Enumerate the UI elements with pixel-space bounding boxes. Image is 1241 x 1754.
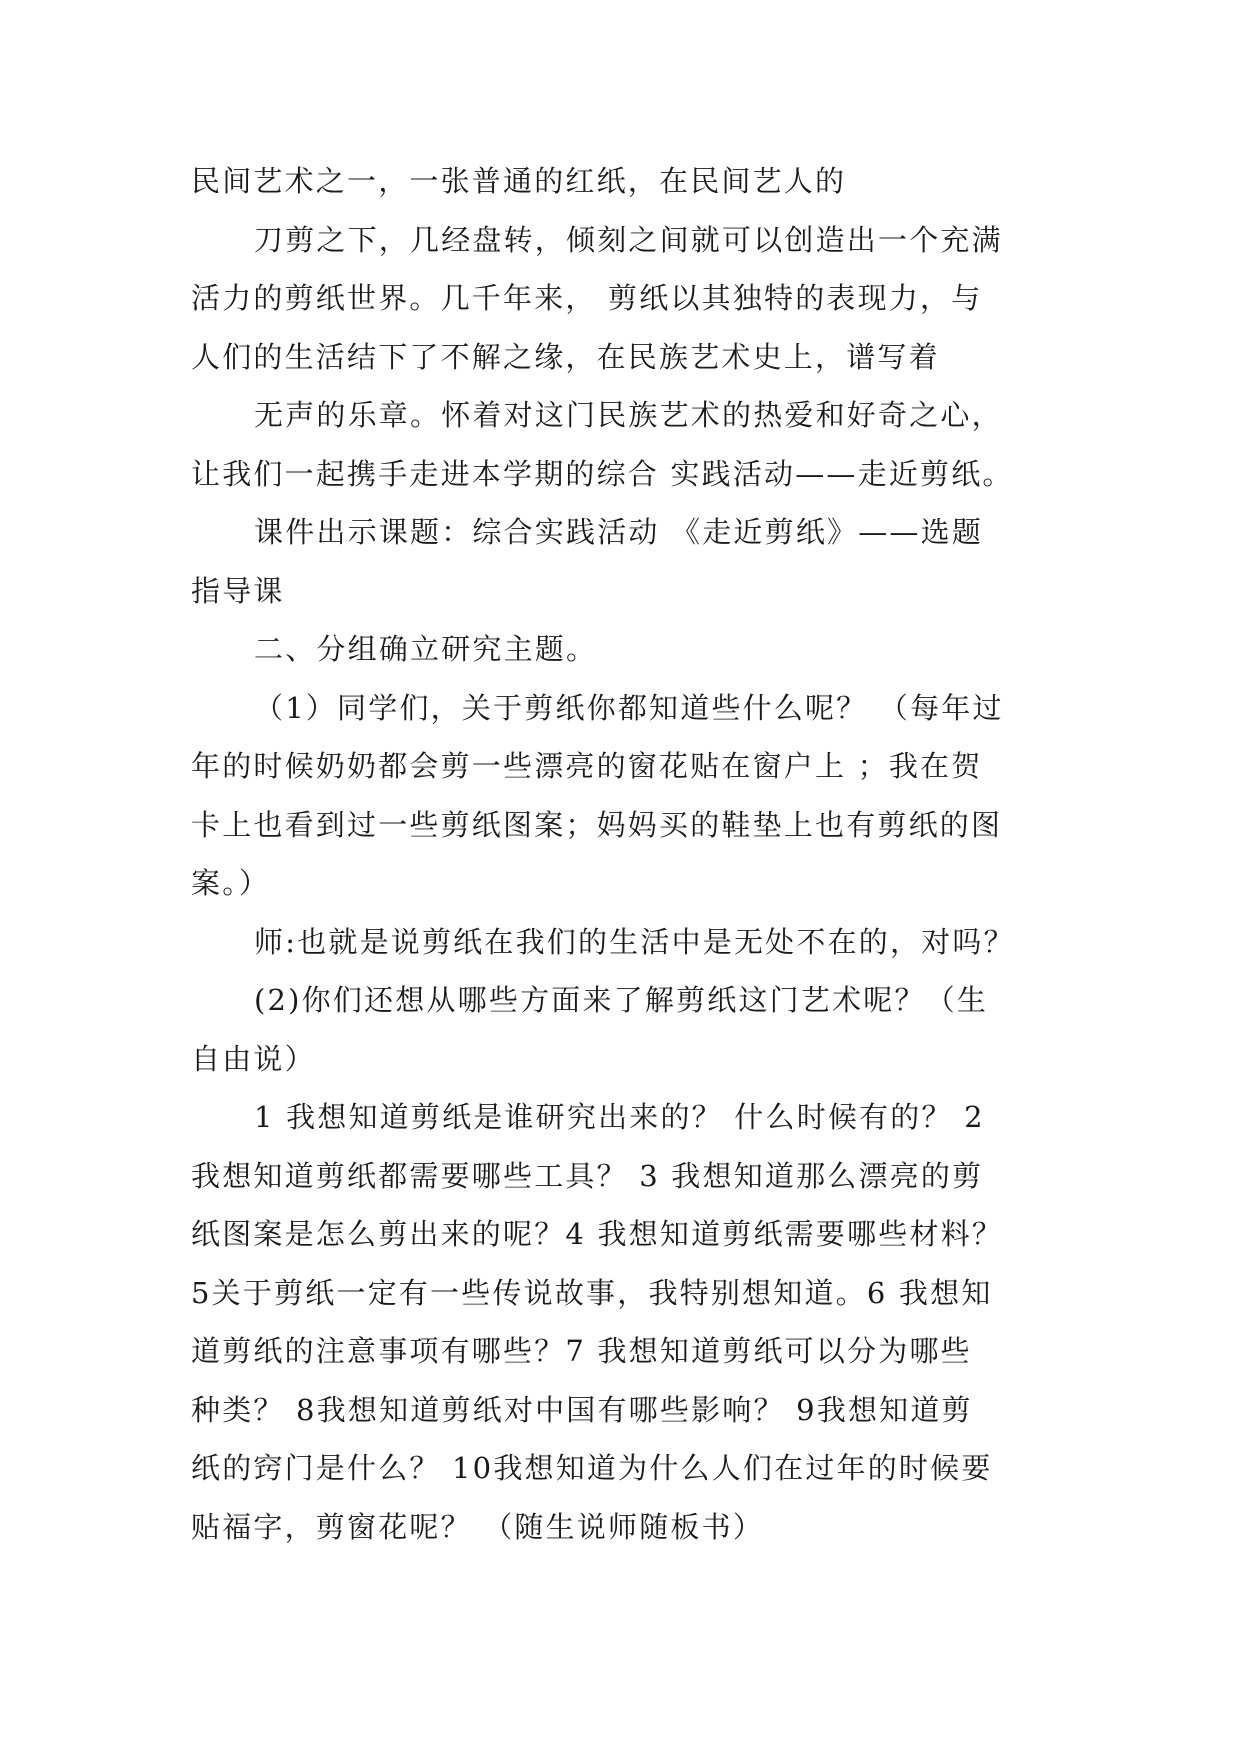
text-line: 贴福字，剪窗花呢？ （随生说师随板书） xyxy=(191,1509,765,1544)
section-heading: 二、分组确立研究主题。 xyxy=(254,632,598,666)
text-line: 自由说） xyxy=(191,1041,316,1076)
text-line: 师:也就是说剪纸在我们的生活中是无处不在的，对吗？ xyxy=(254,924,1015,959)
text-line: 指导课 xyxy=(191,573,285,608)
text-line: 卡上也看到过一些剪纸图案；妈妈买的鞋垫上也有剪纸的图 xyxy=(191,807,1003,842)
text-line: 民间艺术之一，一张普通的红纸，在民间艺人的 xyxy=(191,164,847,198)
text-line: 人们的生活结下了不解之缘，在民族艺术史上，谱写着 xyxy=(191,339,940,374)
text-line: 纸图案是怎么剪出来的呢？4 我想知道剪纸需要哪些材料？ xyxy=(191,1217,1004,1251)
body-text xyxy=(191,152,1071,1556)
text-line: 活力的剪纸世界。几千年来， 剪纸以其独特的表现力，与 xyxy=(191,281,983,315)
text-line: 道剪纸的注意事项有哪些？7 我想知道剪纸可以分为哪些 xyxy=(191,1334,972,1368)
text-line: 我想知道剪纸都需要哪些工具？ 3 我想知道那么漂亮的剪 xyxy=(191,1158,984,1193)
text-line: 5关于剪纸一定有一些传说故事，我特别想知道。6 我想知 xyxy=(191,1275,993,1310)
text-line: 无声的乐章。怀着对这门民族艺术的热爱和好奇之心， xyxy=(254,398,1003,432)
text-line: （1）同学们，关于剪纸你都知道些什么呢？ （每年过 xyxy=(254,690,1004,725)
text-line: 案。） xyxy=(191,866,271,900)
text-line: 年的时候奶奶都会剪一些漂亮的窗花贴在窗户上 ；我在贺 xyxy=(191,749,983,783)
text-line: 课件出示课题：综合实践活动 《走近剪纸》——选题 xyxy=(254,515,984,549)
text-line: 1 我想知道剪纸是谁研究出来的？ 什么时候有的？ 2 xyxy=(254,1100,985,1134)
text-line: 种类？ 8我想知道剪纸对中国有哪些影响？ 9我想知道剪 xyxy=(191,1392,973,1427)
text-line: (2)你们还想从哪些方面来了解剪纸这门艺术呢？（生 xyxy=(254,983,989,1017)
text-line: 让我们一起携手走进本学期的综合 实践活动——走近剪纸。 xyxy=(191,456,1014,491)
text-line: 刀剪之下，几经盘转，倾刻之间就可以创造出一个充满 xyxy=(254,222,1003,257)
text-line: 纸的窍门是什么？ 10我想知道为什么人们在过年的时候要 xyxy=(191,1451,993,1485)
